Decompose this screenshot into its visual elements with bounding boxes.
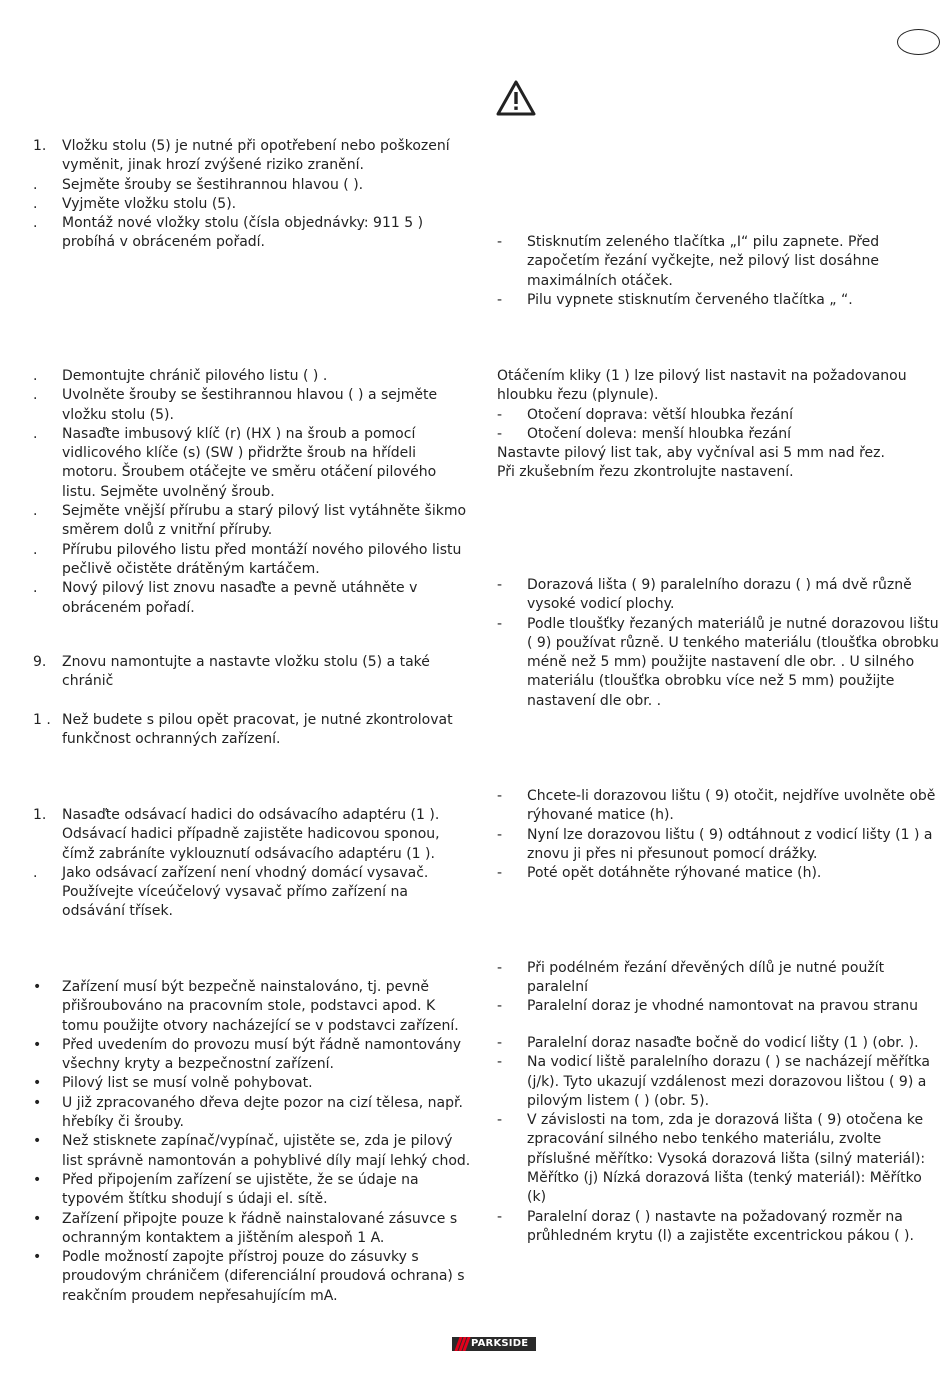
list-item-text: Dorazová lišta ( 9) paralelního dorazu ( ) má dvě různě vysoké vodicí plochy.: [527, 577, 912, 613]
list-marker: •: [33, 979, 42, 995]
list-item-text: Než stisknete zapínač/vypínač, ujistěte se, zda je pilový list správně namontován a pohyblivé díly mají lehký chod.: [62, 1133, 471, 1169]
list-item-text: Podle tloušťky řezaných materiálů je nutné dorazovou lištu ( 9) používat různě. U tenkého materiálu (tloušťka obrobku méně než 5 mm) použijte nastavení dle obr. . U silného materiálu (tloušťka obrobku více než 5 mm) použijte nastavení dle obr. .: [527, 615, 939, 709]
left-section-table-insert: [33, 137, 473, 253]
list-item-text: Sejměte šrouby se šestihrannou hlavou ( ).: [62, 176, 364, 193]
list-item: [497, 406, 942, 425]
list-marker: •: [33, 1210, 42, 1227]
list-item-text: Než budete s pilou opět pracovat, je nutné zkontrolovat funkčnost ochranných zařízení.: [62, 711, 453, 747]
list-marker: -: [497, 998, 503, 1014]
list-item-text: V závislosti na tom, zda je dorazová lišta ( 9) otočena ke zpracování silného nebo tenkého materiálu, zvolte příslušné měřítko: Vysoká dorazová lišta (silný materiál): Měřítko (j) Nízká dorazová lišta (tenký materiál): Měřítko (k): [527, 1112, 926, 1206]
list-item: [497, 291, 942, 310]
list-marker: •: [33, 1171, 42, 1188]
list-item: [497, 997, 942, 1016]
list-item-text: Vložku stolu (5) je nutné při opotřebení nebo poškození vyměnit, jinak hrozí zvýšené riziko zranění.: [62, 138, 450, 174]
list-item: [33, 1132, 473, 1171]
list-item: [33, 1094, 473, 1133]
list-marker: 1.: [33, 138, 47, 154]
list-item-text: Montáž nové vložky stolu (čísla objednávky: 911 5 ) probíhá v obráceném pořadí.: [62, 215, 424, 251]
logo-text: PARKSIDE: [471, 1338, 529, 1349]
list-marker: .: [33, 580, 38, 597]
left-section-before-operation: [33, 978, 473, 1306]
list-item-text: Demontujte chránič pilového listu ( ) .: [62, 368, 328, 384]
list-marker: -: [497, 615, 503, 632]
list-item: [33, 711, 473, 750]
list-item-text: Vyjměte vložku stolu (5).: [62, 195, 237, 212]
list-marker: -: [497, 406, 503, 423]
list-item: [497, 615, 942, 711]
right-section-parallel-stop-use: [497, 959, 942, 998]
list-item: [497, 1208, 942, 1247]
list-item: [33, 195, 473, 214]
list-item-text: U již zpracovaného dřeva dejte pozor na cizí tělesa, např. hřebíky či šrouby.: [62, 1094, 463, 1131]
list-item: [33, 1171, 473, 1210]
right-section-stop-rail: [497, 576, 942, 711]
list-marker: •: [33, 1249, 42, 1266]
list-item: [33, 367, 473, 386]
list-item: [33, 386, 473, 425]
cutting-depth-note: Nastavte pilový list tak, aby vyčníval asi 5 mm nad řez.: [497, 445, 885, 462]
list-marker: -: [497, 788, 503, 804]
list-item: [33, 1074, 473, 1093]
list-marker: .: [33, 425, 38, 442]
list-marker: .: [33, 503, 38, 520]
list-item: [33, 579, 473, 618]
list-item: [33, 502, 473, 541]
language-badge-icon: [897, 29, 940, 55]
list-marker: -: [497, 234, 503, 250]
list-item-text: Otočení doprava: větší hloubka řezání: [527, 406, 794, 423]
list-marker: .: [33, 176, 38, 193]
list-marker: -: [497, 1208, 503, 1225]
list-item: [33, 214, 473, 253]
right-section-parallel-stop-side: [497, 997, 942, 1016]
left-section-dust-extraction: [33, 806, 473, 922]
cutting-depth-intro: Otáčením kliky (1 ) lze pilový list nastavit na požadovanou hloubku řezu (plynule).: [497, 368, 907, 404]
list-item: [33, 137, 473, 176]
list-item: [497, 1053, 942, 1111]
list-item-text: Poté opět dotáhněte rýhované matice (h).: [527, 865, 822, 882]
list-item: [497, 1034, 942, 1053]
list-item: [33, 176, 473, 195]
list-item-text: Paralelní doraz ( ) nastavte na požadovaný rozměr na průhledném krytu (l) a zajistěte excentrickou pákou ( ).: [527, 1208, 914, 1244]
list-item: [497, 425, 942, 444]
list-item-text: Jako odsávací zařízení není vhodný domácí vysavač. Používejte víceúčelový vysavač přímo zařízení na odsávání třísek.: [62, 864, 429, 920]
list-marker: -: [497, 577, 503, 593]
list-marker: .: [33, 215, 38, 232]
list-item-text: Podle možností zapojte přístroj pouze do zásuvky s proudovým chráničem (diferenciální proudová ochrana) s reakčním proudem nepřesahujícím mA.: [62, 1249, 465, 1304]
list-marker: 1 .: [33, 711, 51, 728]
list-item-text: Sejměte vnější přírubu a starý pilový list vytáhněte šikmo směrem dolů z vnitřní příruby.: [62, 503, 467, 539]
right-section-rail-turn: [497, 787, 942, 883]
list-item-text: Stisknutím zeleného tlačítka „I“ pilu zapnete. Před započetím řezání vyčkejte, než pilový list dosáhne maximálních otáček.: [527, 234, 880, 289]
right-section-cutting-depth: [497, 367, 942, 483]
list-marker: -: [497, 826, 503, 843]
list-item-text: Přírubu pilového listu před montáží nového pilového listu pečlivě očistěte drátěným kartáčem.: [62, 541, 462, 577]
list-marker: -: [497, 291, 503, 308]
left-section-blade-change: [33, 367, 473, 618]
list-marker: 1.: [33, 807, 47, 823]
list-item-text: Paralelní doraz nasaďte bočně do vodicí lišty (1 ) (obr. ).: [527, 1035, 919, 1051]
list-item: [497, 826, 942, 865]
right-section-switch: [497, 233, 942, 310]
list-item-text: Před připojením zařízení se ujistěte, že se údaje na typovém štítku shodují s údaji el. sítě.: [62, 1171, 419, 1208]
list-item-text: Znovu namontujte a nastavte vložku stolu (5) a také chránič: [62, 654, 430, 690]
list-item: [497, 576, 942, 615]
spacer: [33, 692, 473, 711]
list-marker: .: [33, 368, 38, 384]
left-section-reassembly: [33, 653, 473, 749]
list-item: [33, 864, 473, 922]
list-marker: .: [33, 864, 38, 881]
list-item: [33, 1210, 473, 1249]
list-marker: .: [33, 387, 38, 404]
list-item: [33, 1248, 473, 1306]
list-item: [33, 541, 473, 580]
list-item: [33, 1036, 473, 1075]
list-marker: •: [33, 1036, 42, 1053]
right-section-parallel-stop-mount: [497, 1034, 942, 1246]
list-item-text: Nový pilový list znovu nasaďte a pevně utáhněte v obráceném pořadí.: [62, 580, 418, 616]
list-item: [33, 425, 473, 502]
list-item: [497, 787, 942, 826]
list-item-text: Paralelní doraz je vhodné namontovat na pravou stranu: [527, 998, 918, 1014]
list-marker: -: [497, 1054, 503, 1071]
list-marker: 9.: [33, 654, 47, 670]
list-item-text: Otočení doleva: menší hloubka řezání: [527, 425, 792, 442]
list-item-text: Nasaďte imbusový klíč (r) (HX ) na šroub a pomocí vidlicového klíče (s) (SW ) přidržte šroub na hřídeli motoru. Šroubem otáčejte ve směru otáčení pilového listu. Sejměte uvolněný šroub.: [62, 425, 437, 500]
list-item-text: Nasaďte odsávací hadici do odsávacího adaptéru (1 ). Odsávací hadici případně zajistěte hadicovou sponou, čímž zabráníte vyklouznutí odsávacího adaptéru (1 ).: [62, 807, 440, 862]
list-item-text: Uvolněte šrouby se šestihrannou hlavou ( ) a sejměte vložku stolu (5).: [62, 387, 438, 423]
list-item: [33, 653, 473, 692]
list-marker: •: [33, 1075, 42, 1092]
list-item-text: Před uvedením do provozu musí být řádně namontovány všechny kryty a bezpečnostní zařízení.: [62, 1036, 462, 1073]
list-item-text: Zařízení musí být bezpečně nainstalováno, tj. pevně přišroubováno na pracovním stole, podstavci apod. K tomu použijte otvory nacházející se v podstavci zařízení.: [62, 979, 459, 1034]
list-item: [497, 1111, 942, 1207]
list-item: [497, 864, 942, 883]
list-marker: .: [33, 195, 38, 212]
list-marker: -: [497, 1035, 503, 1051]
list-marker: -: [497, 960, 503, 976]
list-item-text: Zařízení připojte pouze k řádně nainstalované zásuvce s ochranným kontaktem a jištěním alespoň 1 A.: [62, 1210, 458, 1246]
cutting-depth-check: Při zkušebním řezu zkontrolujte nastavení.: [497, 464, 794, 481]
list-item-text: Nyní lze dorazovou lištu ( 9) odtáhnout z vodicí lišty (1 ) a znovu ji přes ni přesunout pomocí drážky.: [527, 826, 933, 862]
list-marker: •: [33, 1133, 42, 1150]
list-marker: •: [33, 1094, 42, 1111]
list-item-text: Pilu vypnete stisknutím červeného tlačítka „ “.: [527, 291, 853, 308]
warning-triangle-icon: [496, 80, 536, 116]
list-marker: -: [497, 1112, 503, 1129]
list-item-text: Na vodicí liště paralelního dorazu ( ) se nacházejí měřítka (j/k). Tyto ukazují vzdálenost mezi dorazovou lištou ( 9) a pilovým listem ( ) (obr. 5).: [527, 1054, 930, 1109]
list-item: [33, 978, 473, 1036]
list-item-text: Při podélném řezání dřevěných dílů je nutné použít paralelní: [527, 960, 885, 996]
list-marker: -: [497, 865, 503, 882]
list-item: [33, 806, 473, 864]
list-marker: -: [497, 425, 503, 442]
list-item-text: Pilový list se musí volně pohybovat.: [62, 1075, 313, 1092]
list-item: [497, 959, 942, 998]
list-item-text: Chcete-li dorazovou lištu ( 9) otočit, nejdříve uvolněte obě rýhované matice (h).: [527, 788, 936, 824]
list-marker: .: [33, 541, 38, 558]
list-item: [497, 233, 942, 291]
parkside-logo: [452, 1337, 536, 1351]
